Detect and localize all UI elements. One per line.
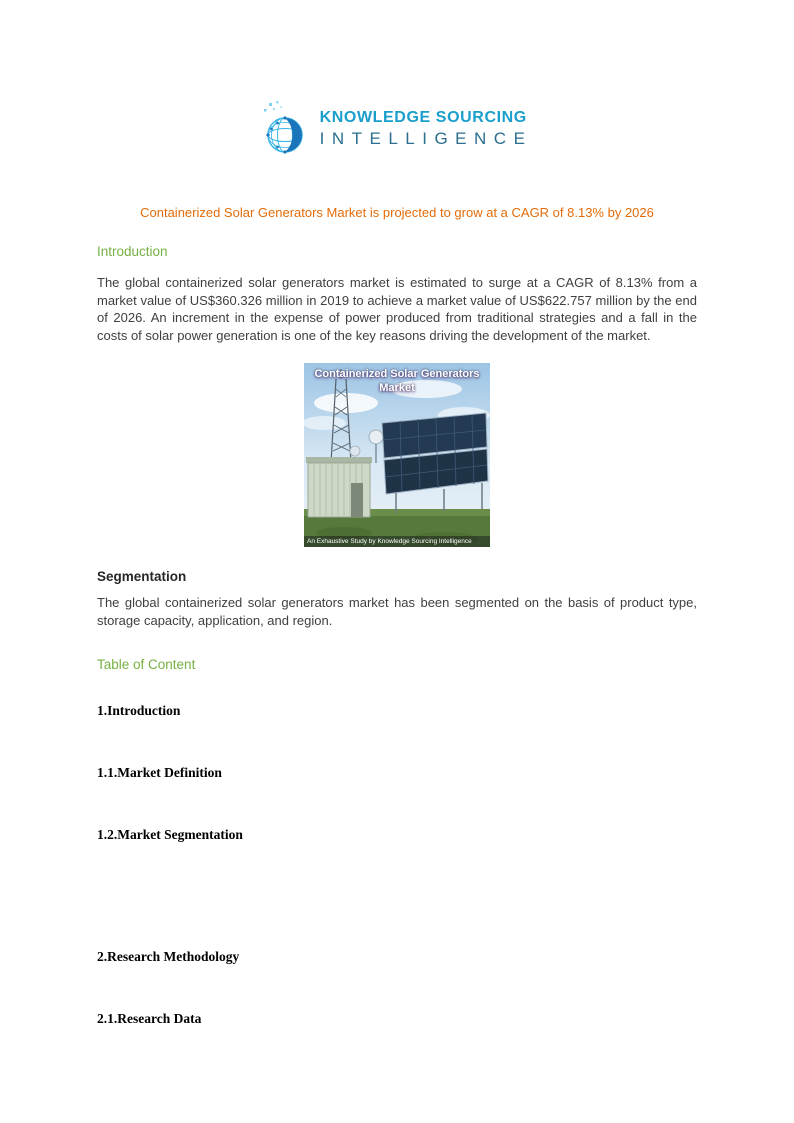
introduction-heading: Introduction xyxy=(97,244,168,259)
figure-overlay-caption: An Exhaustive Study by Knowledge Sourcing Intelligence xyxy=(304,536,490,547)
figure-overlay-title: Containerized Solar Generators Market xyxy=(314,368,480,394)
globe-logo-icon xyxy=(262,101,310,157)
logo-text xyxy=(320,109,533,149)
document-title: Containerized Solar Generators Market is projected to grow at a CAGR of 8.13% by 2026 xyxy=(140,205,654,220)
segmentation-paragraph: The global containerized solar generators market has been segmented on the basis of product type, storage capacity, application, and region. xyxy=(97,595,697,628)
document-body xyxy=(0,205,794,1027)
logo-text-line1: KNOWLEDGE SOURCING xyxy=(319,109,527,127)
toc-heading: Table of Content xyxy=(97,657,196,672)
toc-item-2-1-research-data: 2.1.Research Data xyxy=(97,1011,202,1026)
toc-item-1-introduction: 1.Introduction xyxy=(97,703,181,718)
logo xyxy=(0,0,794,157)
toc-item-1-2-market-segmentation: 1.2.Market Segmentation xyxy=(97,827,243,842)
toc-item-1-1-market-definition: 1.1.Market Definition xyxy=(97,765,222,780)
logo-text-line2: INTELLIGENCE xyxy=(319,129,533,149)
segmentation-heading: Segmentation xyxy=(97,569,187,584)
market-figure-image xyxy=(304,363,490,547)
introduction-paragraph: The global containerized solar generators market is estimated to surge at a CAGR of 8.13% from a market value of US$360.326 million in 2019 to achieve a market value of US$622.757 million by the end of 2026. An increment in the expense of power produced from traditional strategies and a fall in the costs of solar power generation is one of the key reasons driving the development of the market. xyxy=(97,275,697,343)
toc-item-2-research-methodology: 2.Research Methodology xyxy=(97,949,240,964)
